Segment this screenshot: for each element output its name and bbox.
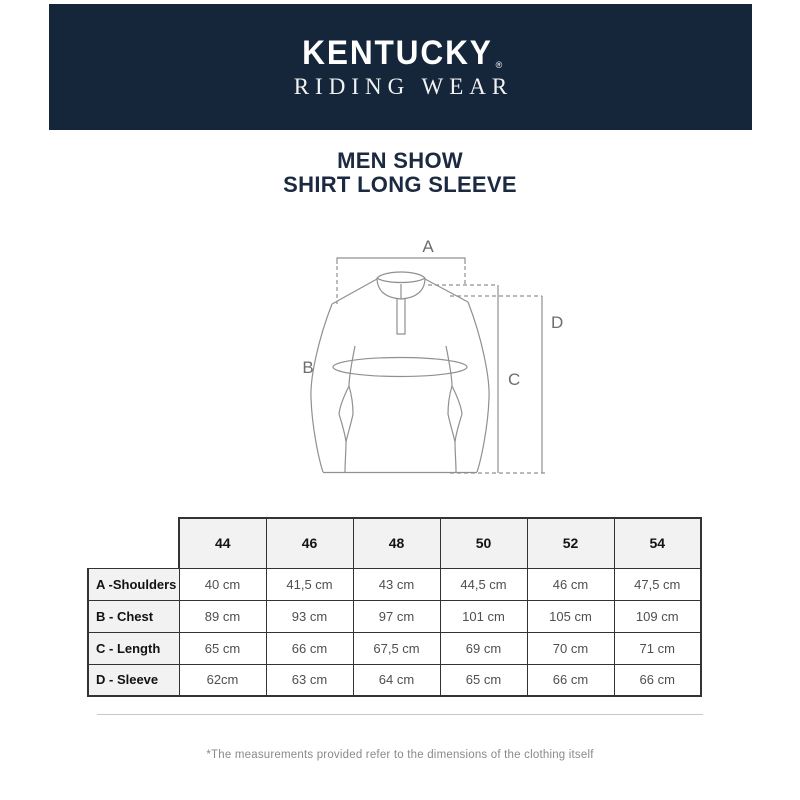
cell-chest-50: 101 cm — [440, 600, 527, 632]
cell-chest-48: 97 cm — [353, 600, 440, 632]
measurement-footnote: *The measurements provided refer to the dimensions of the clothing itself — [206, 749, 594, 761]
cell-sleeve-48: 64 cm — [353, 664, 440, 696]
page-title — [0, 149, 800, 197]
left-shoulder-seam — [332, 279, 377, 304]
cell-sleeve-44: 62cm — [179, 664, 266, 696]
footer-divider — [97, 714, 703, 715]
cell-sleeve-50: 65 cm — [440, 664, 527, 696]
right-body-seam — [448, 386, 455, 442]
collar-rim-top — [377, 272, 425, 278]
brand-logo — [295, 36, 507, 70]
label-b: B — [302, 358, 314, 377]
cell-length-46: 66 cm — [266, 632, 353, 664]
cell-length-52: 70 cm — [527, 632, 614, 664]
cell-sleeve-54: 66 cm — [614, 664, 701, 696]
cell-sleeve-46: 63 cm — [266, 664, 353, 696]
page-title-line2: SHIRT LONG SLEEVE — [283, 172, 517, 197]
row-label-length: C - Length — [88, 632, 179, 664]
label-c: C — [508, 370, 521, 389]
size-header-46: 46 — [266, 518, 353, 568]
registered-trademark-symbol: ® — [495, 60, 503, 70]
cell-sleeve-52: 66 cm — [527, 664, 614, 696]
cell-length-48: 67,5 cm — [353, 632, 440, 664]
shirt-outline — [311, 272, 489, 473]
size-header-52: 52 — [527, 518, 614, 568]
size-header-50: 50 — [440, 518, 527, 568]
table-row-chest — [88, 600, 701, 632]
cell-length-54: 71 cm — [614, 632, 701, 664]
zip-placket — [397, 299, 405, 334]
brand-banner — [49, 4, 752, 130]
cell-shoulders-50: 44,5 cm — [440, 568, 527, 600]
shirt-measurement-diagram — [278, 228, 608, 493]
table-row-sleeve — [88, 664, 701, 696]
cell-shoulders-52: 46 cm — [527, 568, 614, 600]
left-body-seam — [346, 386, 353, 442]
size-header-48: 48 — [353, 518, 440, 568]
collar-rim-inner — [377, 278, 425, 283]
label-d: D — [551, 313, 564, 332]
cell-shoulders-44: 40 cm — [179, 568, 266, 600]
size-header-44: 44 — [179, 518, 266, 568]
cell-length-50: 69 cm — [440, 632, 527, 664]
cell-length-44: 65 cm — [179, 632, 266, 664]
shoulder-measure-bracket — [337, 258, 465, 264]
brand-tagline: RIDING WEAR — [293, 74, 514, 99]
right-sleeve-outer — [468, 302, 489, 472]
chest-measure-ellipse — [333, 358, 467, 377]
corner-cell — [88, 518, 179, 568]
cell-shoulders-48: 43 cm — [353, 568, 440, 600]
left-sleeve-outer — [311, 304, 332, 472]
cell-shoulders-46: 41,5 cm — [266, 568, 353, 600]
brand-name: KENTUCKY — [301, 34, 493, 72]
cell-shoulders-54: 47,5 cm — [614, 568, 701, 600]
row-label-chest: B - Chest — [88, 600, 179, 632]
cell-chest-46: 93 cm — [266, 600, 353, 632]
page-title-line1: MEN SHOW — [337, 148, 463, 173]
measurement-lines — [337, 258, 546, 473]
cell-chest-44: 89 cm — [179, 600, 266, 632]
row-label-sleeve: D - Sleeve — [88, 664, 179, 696]
cell-chest-54: 109 cm — [614, 600, 701, 632]
size-table — [87, 517, 702, 697]
size-header-54: 54 — [614, 518, 701, 568]
table-row-shoulders — [88, 568, 701, 600]
size-header-row — [88, 518, 701, 568]
cell-chest-52: 105 cm — [527, 600, 614, 632]
label-a: A — [422, 237, 434, 256]
right-shoulder-seam — [425, 279, 468, 302]
row-label-shoulders: A -Shoulders — [88, 568, 179, 600]
table-row-length — [88, 632, 701, 664]
